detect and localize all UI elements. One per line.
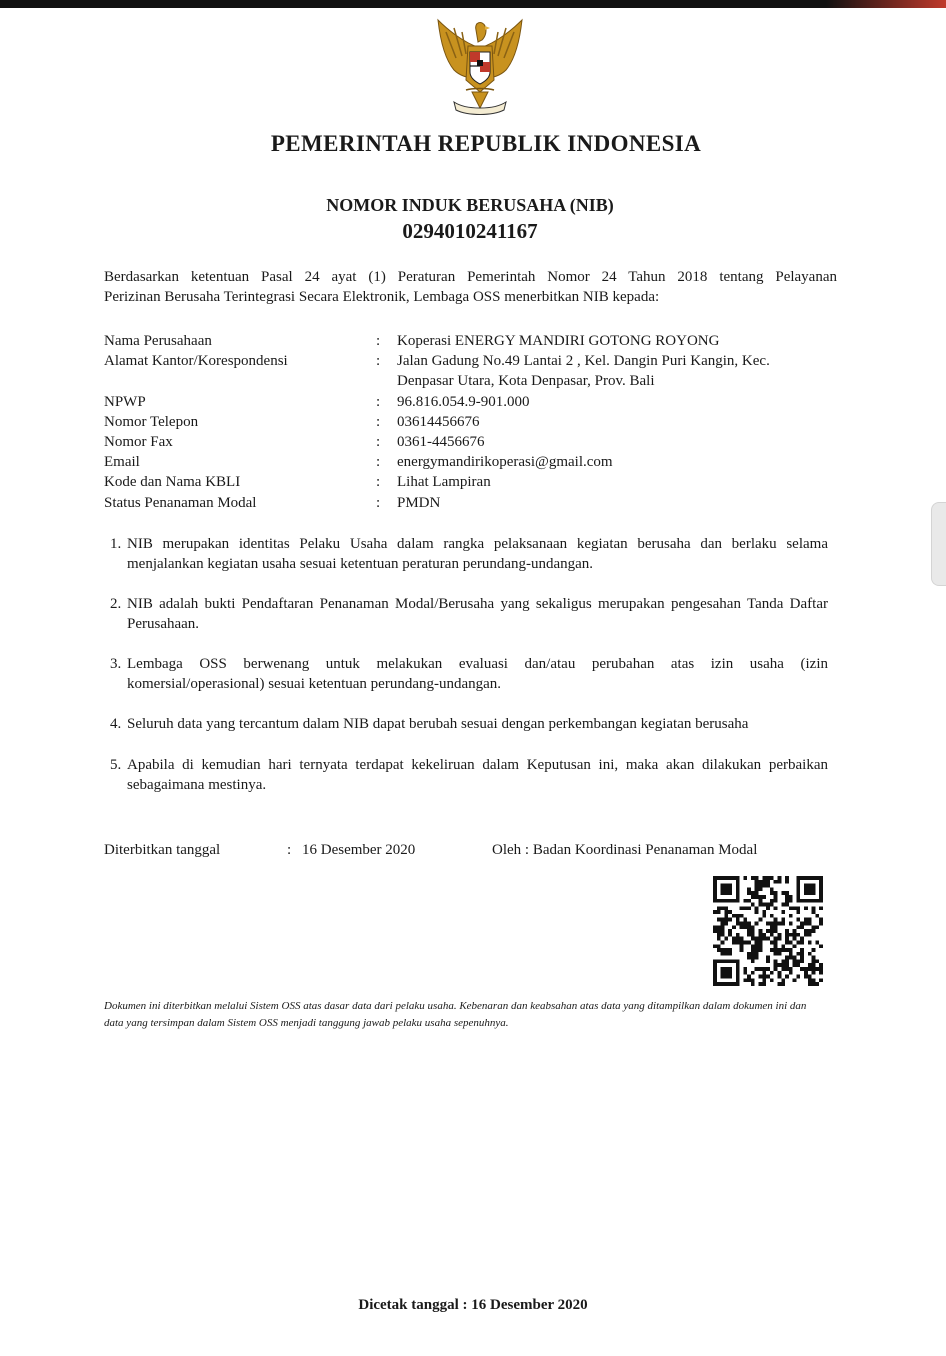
qr-code-icon	[713, 876, 823, 986]
note-item	[110, 714, 828, 734]
field-separator: :	[376, 454, 381, 471]
field-value: 0361-4456676	[397, 434, 485, 451]
note-text: NIB adalah bukti Pendaftaran Penanaman Modal/Berusaha yang sekaligus merupakan pengesahan Tanda Daftar Perusahaan.	[127, 596, 828, 633]
field-value: 03614456676	[397, 413, 480, 430]
field-value: Koperasi ENERGY MANDIRI GOTONG ROYONG	[397, 333, 720, 349]
field-separator: :	[376, 353, 381, 370]
field-label: Nomor Telepon	[104, 413, 199, 430]
note-text: Lembaga OSS berwenang untuk melakukan evaluasi dan/atau perubahan atas izin usaha (izin komersial/operasional) sesuai ketentuan perundang-undangan.	[127, 656, 828, 693]
note-text: Seluruh data yang tercantum dalam NIB dapat berubah sesuai dengan perkembangan kegiatan berusaha	[127, 716, 749, 732]
note-number: 1.	[110, 536, 122, 552]
field-kbli	[104, 472, 844, 492]
note-item	[110, 534, 828, 575]
field-label: Kode dan Nama KBLI	[104, 474, 241, 491]
issued-label: Diterbitkan tanggal	[104, 842, 221, 858]
field-label: Nomor Fax	[104, 434, 173, 451]
issued-by: Oleh : Badan Koordinasi Penanaman Modal	[492, 842, 758, 858]
field-value: Lihat Lampiran	[397, 474, 491, 491]
field-value: energymandirikoperasi@gmail.com	[397, 454, 613, 471]
field-office-address	[104, 351, 844, 391]
disclaimer: Dokumen ini diterbitkan melalui Sistem OSS atas dasar data dari pelaku usaha. Kebenaran dan keabsahan atas data yang ditampilkan dalam dokumen ini dan data yang tersimpan dalam Sistem OSS menjadi tanggung jawab pelaku usaha sepenuhnya.	[104, 1000, 807, 1029]
field-investment-status	[104, 493, 844, 513]
note-item	[110, 654, 828, 695]
nib-number: 0294010241167	[402, 219, 538, 243]
intro-line-1: Berdasarkan ketentuan Pasal 24 ayat (1) Peraturan Pemerintah Nomor 24 Tahun 2018 tentang Pelayanan	[104, 269, 837, 285]
field-label: Status Penanaman Modal	[104, 494, 257, 511]
note-item	[110, 594, 828, 635]
note-number: 4.	[110, 716, 122, 732]
field-email	[104, 452, 844, 472]
field-separator: :	[376, 413, 381, 430]
government-title: PEMERINTAH REPUBLIK INDONESIA	[270, 131, 702, 156]
issued-date: 16 Desember 2020	[302, 842, 416, 858]
side-scroll-handle[interactable]	[931, 502, 946, 586]
field-value: PMDN	[397, 494, 441, 511]
note-text: NIB merupakan identitas Pelaku Usaha dalam rangka pelaksanaan kegiatan berusaha dan berlaku selama menjalankan kegiatan usaha sesuai ketentuan peraturan perundang-undangan.	[127, 536, 828, 573]
field-npwp	[104, 392, 844, 412]
field-company-name	[104, 331, 844, 351]
printed-date: Dicetak tanggal : 16 Desember 2020	[358, 1297, 588, 1313]
note-number: 3.	[110, 656, 122, 672]
note-text: Apabila di kemudian hari ternyata terdapat kekeliruan dalam Keputusan ini, maka akan dilakukan perbaikan sebagaimana mestinya.	[127, 757, 828, 794]
field-phone	[104, 412, 844, 432]
field-label: NPWP	[104, 393, 146, 410]
issued-separator: :	[287, 842, 292, 858]
field-value: 96.816.054.9-901.000	[397, 393, 530, 410]
field-separator: :	[376, 434, 381, 451]
intro-paragraph	[104, 267, 837, 307]
field-label: Alamat Kantor/Korespondensi	[104, 353, 288, 370]
field-value: Jalan Gadung No.49 Lantai 2 , Kel. Dangin Puri Kangin, Kec. Denpasar Utara, Kota Denpasar, Prov. Bali	[397, 353, 770, 390]
field-separator: :	[376, 474, 381, 491]
field-label: Email	[104, 454, 140, 471]
note-number: 5.	[110, 757, 122, 773]
field-fax	[104, 432, 844, 452]
intro-line-2: Perizinan Berusaha Terintegrasi Secara Elektronik, Lembaga OSS menerbitkan NIB kepada:	[104, 289, 660, 305]
company-fields	[104, 331, 844, 513]
field-separator: :	[376, 333, 381, 349]
field-label: Nama Perusahaan	[104, 333, 212, 349]
note-item	[110, 755, 828, 796]
field-separator: :	[376, 494, 381, 511]
note-number: 2.	[110, 596, 122, 612]
nib-title: NOMOR INDUK BERUSAHA (NIB)	[326, 195, 614, 215]
field-separator: :	[376, 393, 381, 410]
top-bar	[0, 0, 946, 8]
garuda-emblem-icon	[432, 18, 528, 118]
